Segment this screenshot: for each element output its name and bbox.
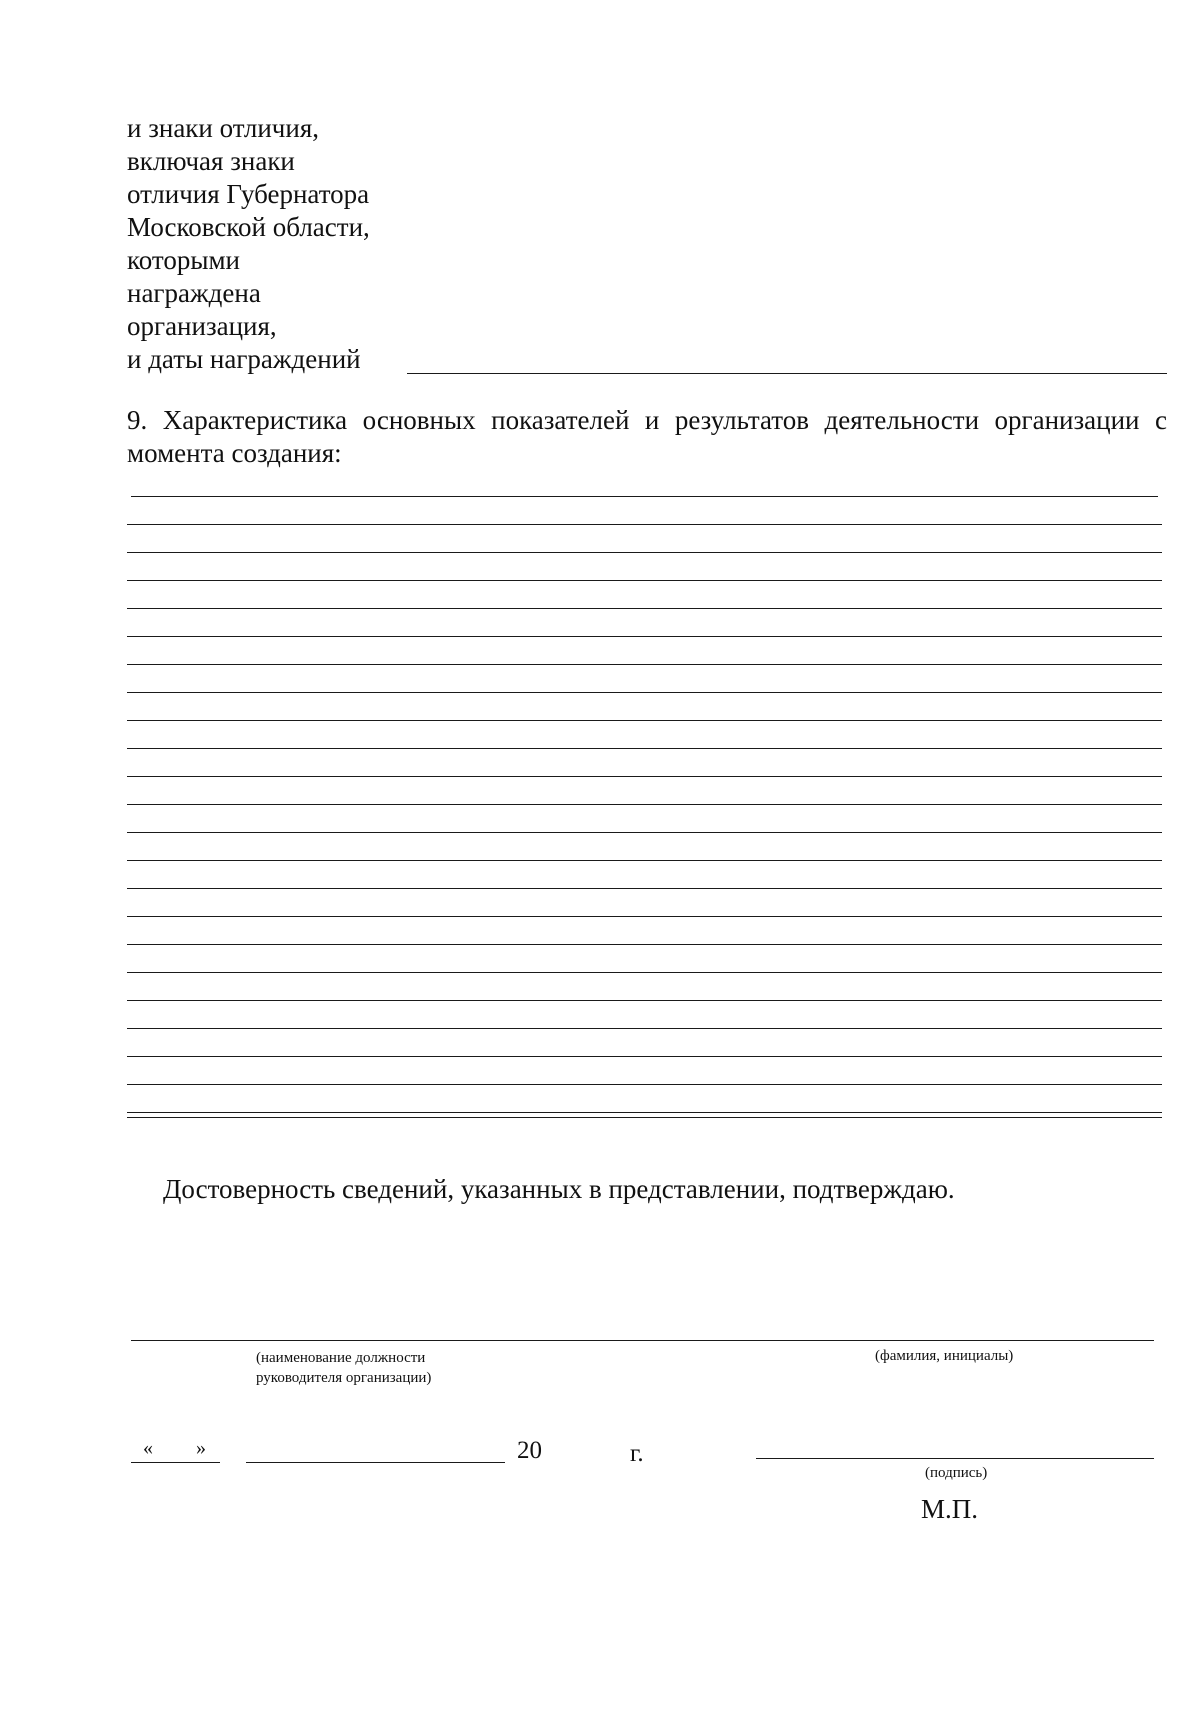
- fill-line: [127, 1117, 1162, 1118]
- fill-line: [131, 496, 1158, 497]
- fill-line: [127, 608, 1162, 609]
- fill-line: [127, 636, 1162, 637]
- stamp-label: М.П.: [921, 1494, 979, 1524]
- date-quote-close: »: [196, 1437, 206, 1459]
- affirmation-text: Достоверность сведений, указанных в представлении, подтверждаю.: [163, 1174, 955, 1204]
- fill-line: [127, 860, 1162, 861]
- day-line: [131, 1462, 220, 1463]
- fill-line: [127, 1028, 1162, 1029]
- signature-caption: (подпись): [925, 1465, 988, 1481]
- awards-label-line: награждена: [127, 278, 261, 308]
- month-line: [246, 1462, 505, 1463]
- name-caption: (фамилия, инициалы): [875, 1348, 1014, 1364]
- position-name-line: [131, 1340, 1154, 1341]
- fill-line: [127, 972, 1162, 973]
- position-caption-line: (наименование должности: [256, 1350, 426, 1366]
- fill-line: [127, 888, 1162, 889]
- position-caption-line: руководителя организации): [256, 1370, 432, 1386]
- awards-fill-line: [407, 373, 1167, 374]
- fill-line: [127, 580, 1162, 581]
- fill-line: [127, 524, 1162, 525]
- fill-line: [127, 552, 1162, 553]
- fill-line: [127, 720, 1162, 721]
- fill-line: [127, 1056, 1162, 1057]
- awards-label-line: Московской области,: [127, 212, 370, 242]
- awards-label-line: отличия Губернатора: [127, 179, 370, 209]
- section-9-heading: 9. Характеристика основных показателей и результатов деятельности организации с момента создания:: [127, 405, 1167, 468]
- fill-line: [127, 1000, 1162, 1001]
- fill-line: [127, 944, 1162, 945]
- signature-line: [756, 1458, 1154, 1459]
- fill-line: [127, 1084, 1162, 1085]
- fill-line: [127, 664, 1162, 665]
- awards-label: [127, 112, 370, 376]
- fill-line: [127, 776, 1162, 777]
- fill-line: [127, 748, 1162, 749]
- awards-label-line: которыми: [127, 245, 241, 275]
- fill-line: [127, 1112, 1162, 1113]
- fill-line: [127, 832, 1162, 833]
- fill-line: [127, 804, 1162, 805]
- awards-label-line: включая знаки: [127, 146, 295, 176]
- awards-label-line: и даты награждений: [127, 344, 361, 374]
- year-suffix: г.: [630, 1440, 644, 1467]
- fill-line: [127, 916, 1162, 917]
- awards-label-line: и знаки отличия,: [127, 113, 320, 143]
- awards-label-line: организация,: [127, 311, 277, 341]
- year-prefix: 20: [517, 1437, 542, 1464]
- date-quote-open: «: [143, 1437, 153, 1459]
- position-caption: [256, 1348, 431, 1388]
- fill-line: [127, 692, 1162, 693]
